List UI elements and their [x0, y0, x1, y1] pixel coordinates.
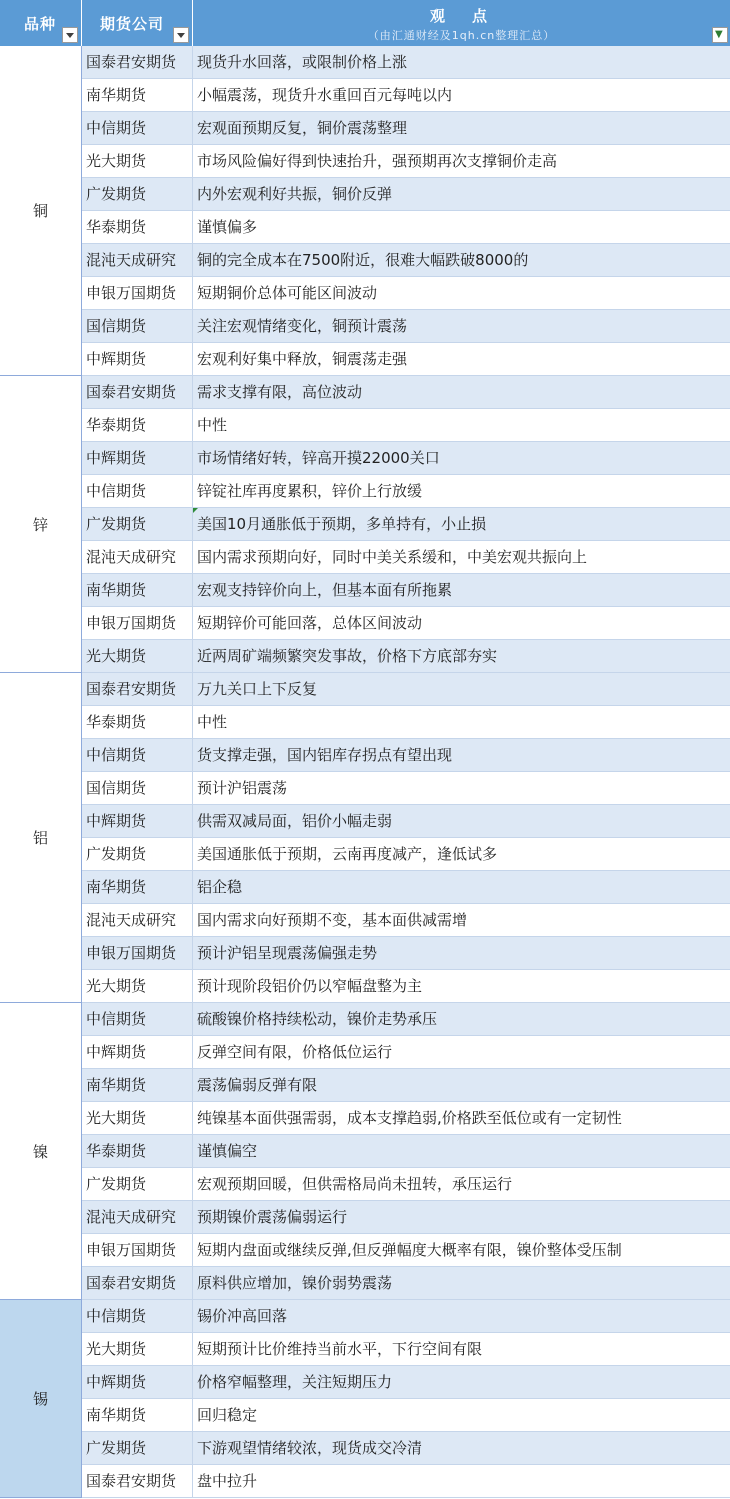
view-cell[interactable]: 谨慎偏多 — [197, 218, 258, 236]
view-cell[interactable]: 供需双减局面，铝价小幅走弱 — [197, 812, 393, 830]
view-cell[interactable]: 需求支撑有限，高位波动 — [197, 383, 363, 401]
view-cell[interactable]: 万九关口上下反复 — [197, 680, 318, 698]
variety-group — [0, 673, 730, 1003]
table-row[interactable] — [82, 1003, 730, 1036]
company-cell[interactable]: 广发期货 — [82, 508, 193, 540]
variety-filter-dropdown[interactable] — [62, 27, 78, 43]
table-row[interactable] — [82, 1300, 730, 1333]
view-cell[interactable]: 市场风险偏好得到快速抬升，强预期再次支撑铜价走高 — [197, 152, 558, 170]
header-company-cell — [82, 0, 193, 46]
table-row[interactable] — [82, 1135, 730, 1168]
view-cell[interactable]: 中性 — [197, 416, 228, 434]
table-row[interactable] — [82, 1432, 730, 1465]
variety-group — [0, 1300, 730, 1498]
table-row[interactable] — [82, 1465, 730, 1498]
table-row[interactable] — [82, 970, 730, 1003]
company-cell[interactable]: 国泰君安期货 — [82, 1465, 193, 1497]
view-cell[interactable]: 国内需求预期向好，同时中美关系缓和，中美宏观共振向上 — [197, 548, 588, 566]
view-cell[interactable]: 近两周矿端频繁突发事故，价格下方底部夯实 — [197, 647, 498, 665]
company-cell[interactable]: 广发期货 — [82, 1168, 193, 1200]
table-row[interactable] — [82, 1201, 730, 1234]
view-cell[interactable]: 宏观面预期反复，铜价震荡整理 — [197, 119, 408, 137]
company-cell[interactable]: 光大期货 — [82, 970, 193, 1002]
company-cell[interactable]: 国泰君安期货 — [82, 673, 193, 705]
view-cell[interactable]: 货支撑走强，国内铝库存拐点有望出现 — [197, 746, 453, 764]
table-row[interactable] — [82, 706, 730, 739]
company-cell[interactable]: 中辉期货 — [82, 1366, 193, 1398]
table-row[interactable] — [82, 244, 730, 277]
table-row[interactable] — [82, 376, 730, 409]
table-row[interactable] — [82, 871, 730, 904]
variety-group — [0, 376, 730, 673]
view-cell[interactable]: 震荡偏弱反弹有限 — [197, 1076, 318, 1094]
variety-group — [0, 1003, 730, 1300]
table-row[interactable] — [82, 145, 730, 178]
view-cell[interactable]: 短期预计比价维持当前水平，下行空间有限 — [197, 1340, 483, 1358]
table-row[interactable] — [82, 937, 730, 970]
company-cell[interactable]: 南华期货 — [82, 79, 193, 111]
table-row[interactable] — [82, 1234, 730, 1267]
table-row[interactable] — [82, 310, 730, 343]
view-cell[interactable]: 价格窄幅整理，关注短期压力 — [197, 1373, 393, 1391]
company-cell[interactable]: 混沌天成研究 — [82, 904, 193, 936]
table-row[interactable] — [82, 343, 730, 376]
company-cell[interactable]: 中信期货 — [82, 1300, 193, 1332]
table-row[interactable] — [82, 442, 730, 475]
table-row[interactable] — [82, 805, 730, 838]
company-cell[interactable]: 光大期货 — [82, 640, 193, 672]
header-view-title: 观 点 — [429, 7, 493, 25]
company-cell[interactable]: 中信期货 — [82, 475, 193, 507]
company-cell[interactable]: 中辉期货 — [82, 1036, 193, 1068]
view-cell[interactable]: 内外宏观利好共振，铜价反弹 — [197, 185, 393, 203]
company-cell[interactable]: 华泰期货 — [82, 1135, 193, 1167]
chevron-down-icon — [66, 33, 74, 38]
table-row[interactable] — [82, 277, 730, 310]
company-cell[interactable]: 中信期货 — [82, 739, 193, 771]
view-cell[interactable]: 硫酸镍价格持续松动，镍价走势承压 — [197, 1010, 438, 1028]
table-row[interactable] — [82, 607, 730, 640]
table-header — [0, 0, 730, 46]
company-cell[interactable]: 南华期货 — [82, 1069, 193, 1101]
table-row[interactable] — [82, 508, 730, 541]
variety-cell[interactable]: 镍 — [0, 1003, 82, 1300]
table-row[interactable] — [82, 211, 730, 244]
company-cell[interactable]: 混沌天成研究 — [82, 541, 193, 573]
filter-icon: ▼ — [715, 29, 723, 40]
view-cell[interactable]: 短期铜价总体可能区间波动 — [197, 284, 378, 302]
company-cell[interactable]: 光大期货 — [82, 1333, 193, 1365]
view-cell[interactable]: 锌锭社库再度累积，锌价上行放缓 — [197, 482, 423, 500]
view-cell[interactable]: 纯镍基本面供强需弱，成本支撑趋弱,价格跌至低位或有一定韧性 — [197, 1109, 622, 1127]
company-cell[interactable]: 华泰期货 — [82, 706, 193, 738]
cell-note-indicator — [193, 508, 198, 513]
company-cell[interactable]: 中辉期货 — [82, 442, 193, 474]
table-row[interactable] — [82, 475, 730, 508]
view-cell[interactable]: 原料供应增加，镍价弱势震荡 — [197, 1274, 393, 1292]
company-cell[interactable]: 广发期货 — [82, 838, 193, 870]
table-row[interactable] — [82, 1399, 730, 1432]
company-cell[interactable]: 申银万国期货 — [82, 607, 193, 639]
view-cell[interactable]: 宏观支持锌价向上，但基本面有所拖累 — [197, 581, 453, 599]
header-view-subtitle: （由汇通财经及1qh.cn整理汇总） — [367, 29, 556, 42]
company-cell[interactable]: 中辉期货 — [82, 343, 193, 375]
company-cell[interactable]: 光大期货 — [82, 145, 193, 177]
company-cell[interactable]: 国信期货 — [82, 772, 193, 804]
variety-group — [0, 46, 730, 376]
company-cell[interactable]: 国信期货 — [82, 310, 193, 342]
header-company-label: 期货公司 — [100, 15, 165, 33]
company-cell[interactable]: 华泰期货 — [82, 211, 193, 243]
view-cell[interactable]: 反弹空间有限，价格低位运行 — [197, 1043, 393, 1061]
table-row[interactable] — [82, 1168, 730, 1201]
company-cell[interactable]: 国泰君安期货 — [82, 46, 193, 78]
view-cell[interactable]: 铝企稳 — [197, 878, 243, 896]
view-cell[interactable]: 锡价冲高回落 — [197, 1307, 288, 1325]
company-cell[interactable]: 中信期货 — [82, 112, 193, 144]
view-cell[interactable]: 短期内盘面或继续反弹,但反弹幅度大概率有限，镍价整体受压制 — [197, 1241, 622, 1259]
header-view-cell — [193, 0, 730, 46]
view-cell[interactable]: 美国通胀低于预期，云南再度减产，逢低试多 — [197, 845, 498, 863]
company-filter-dropdown[interactable] — [173, 27, 189, 43]
table-row[interactable] — [82, 541, 730, 574]
company-cell[interactable]: 国泰君安期货 — [82, 1267, 193, 1299]
company-cell[interactable]: 中信期货 — [82, 1003, 193, 1035]
chevron-down-icon — [177, 33, 185, 38]
view-cell[interactable]: 短期锌价可能回落，总体区间波动 — [197, 614, 423, 632]
view-cell[interactable]: 预计沪铝呈现震荡偏强走势 — [197, 944, 378, 962]
view-cell[interactable]: 市场情绪好转，锌高开摸22000关口 — [197, 449, 440, 467]
view-cell[interactable]: 宏观利好集中释放，铜震荡走强 — [197, 350, 408, 368]
table-row[interactable] — [82, 904, 730, 937]
company-cell[interactable]: 广发期货 — [82, 178, 193, 210]
table-row[interactable] — [82, 46, 730, 79]
view-cell[interactable]: 关注宏观情绪变化，铜预计震荡 — [197, 317, 408, 335]
company-cell[interactable]: 广发期货 — [82, 1432, 193, 1464]
view-cell[interactable]: 中性 — [197, 713, 228, 731]
view-cell[interactable]: 铜的完全成本在7500附近，很难大幅跌破8000的 — [197, 251, 529, 269]
view-cell[interactable]: 预期镍价震荡偏弱运行 — [197, 1208, 348, 1226]
table-row[interactable] — [82, 1036, 730, 1069]
variety-cell[interactable]: 铝 — [0, 673, 82, 1003]
table-row[interactable] — [82, 79, 730, 112]
view-cell[interactable]: 美国10月通胀低于预期，多单持有，小止损 — [193, 508, 730, 540]
header-variety-label: 品种 — [24, 15, 57, 33]
table-row[interactable] — [82, 112, 730, 145]
company-cell[interactable]: 混沌天成研究 — [82, 244, 193, 276]
table-row[interactable] — [82, 1069, 730, 1102]
view-cell[interactable]: 国内需求向好预期不变，基本面供减需增 — [197, 911, 468, 929]
variety-cell[interactable]: 锡 — [0, 1300, 82, 1498]
view-cell[interactable]: 宏观预期回暖，但供需格局尚未扭转，承压运行 — [197, 1175, 513, 1193]
table-row[interactable] — [82, 1267, 730, 1300]
view-cell[interactable]: 现货升水回落，或限制价格上涨 — [197, 53, 408, 71]
company-cell[interactable]: 申银万国期货 — [82, 277, 193, 309]
company-cell[interactable]: 国泰君安期货 — [82, 376, 193, 408]
table-row[interactable] — [82, 574, 730, 607]
view-cell[interactable]: 谨慎偏空 — [197, 1142, 258, 1160]
company-cell[interactable]: 混沌天成研究 — [82, 1201, 193, 1233]
table-row[interactable] — [82, 1102, 730, 1135]
company-cell[interactable]: 南华期货 — [82, 1399, 193, 1431]
company-cell[interactable]: 南华期货 — [82, 574, 193, 606]
view-cell[interactable]: 预计沪铝震荡 — [197, 779, 288, 797]
variety-cell[interactable]: 铜 — [0, 46, 82, 376]
table-row[interactable] — [82, 739, 730, 772]
view-cell[interactable]: 盘中拉升 — [197, 1472, 258, 1490]
company-cell[interactable]: 南华期货 — [82, 871, 193, 903]
view-cell[interactable]: 下游观望情绪较浓，现货成交冷清 — [197, 1439, 423, 1457]
company-cell[interactable]: 申银万国期货 — [82, 937, 193, 969]
company-cell[interactable]: 申银万国期货 — [82, 1234, 193, 1266]
table-row[interactable] — [82, 838, 730, 871]
variety-cell[interactable]: 锌 — [0, 376, 82, 673]
view-cell[interactable]: 回归稳定 — [197, 1406, 258, 1424]
view-cell[interactable]: 小幅震荡，现货升水重回百元每吨以内 — [197, 86, 453, 104]
header-variety-cell — [0, 0, 82, 46]
table-row[interactable] — [82, 1333, 730, 1366]
table-row[interactable] — [82, 1366, 730, 1399]
table-row[interactable] — [82, 640, 730, 673]
table-row[interactable] — [82, 178, 730, 211]
view-cell[interactable]: 预计现阶段铝价仍以窄幅盘整为主 — [197, 977, 423, 995]
company-cell[interactable]: 中辉期货 — [82, 805, 193, 837]
table-row[interactable] — [82, 673, 730, 706]
company-cell[interactable]: 华泰期货 — [82, 409, 193, 441]
view-filter-button[interactable] — [712, 27, 728, 43]
table-row[interactable] — [82, 772, 730, 805]
table-row[interactable] — [82, 409, 730, 442]
company-cell[interactable]: 光大期货 — [82, 1102, 193, 1134]
